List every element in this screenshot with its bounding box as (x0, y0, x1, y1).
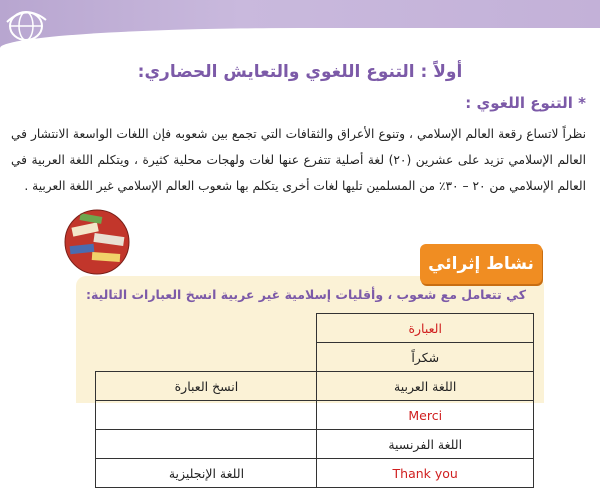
table-cell-phrase: Merci (317, 401, 534, 430)
page-title: أولاً : التنوع اللغوي والتعايش الحضاري: (137, 62, 463, 82)
table-cell-copy[interactable] (96, 401, 317, 430)
table-cell-language: اللغة الإنجليزية (96, 459, 317, 488)
table-header-arabic: اللغة العربية (317, 372, 534, 401)
languages-globe-image (62, 207, 132, 277)
table-row (88, 430, 534, 459)
table-cell-phrase: Thank you (317, 459, 534, 488)
table-cell-copy[interactable] (96, 430, 317, 459)
activity-badge: نشاط إثرائي (420, 244, 542, 284)
table-cell-phrase: شكراً (317, 343, 534, 372)
body-paragraph: نظراً لاتساع رقعة العالم الإسلامي ، وتنوع الأعراق والثقافات التي تجمع بين شعوبه فإن اللغات الواسعة الانتشار في العالم الإسلامي تزيد على عشرين (٢٠) لغة أصلية تتفرع عنها لغات ولهجات محلية كثيرة ، ويتكلم اللغة العربية في العالم الإسلامي من ٢٠ – ٣٠٪ من المسلمين تليها لغات أخرى يتكلم بها شعوب العالم الإسلامي غير اللغة العربية . (11, 127, 586, 193)
header-band (0, 0, 600, 48)
table-row (88, 314, 534, 343)
phrases-table (87, 313, 534, 488)
table-row (88, 372, 534, 401)
section-heading: * التنوع اللغوي : (465, 94, 586, 112)
header-wave (0, 28, 600, 50)
table-row (88, 401, 534, 430)
table-row (88, 343, 534, 372)
table-header-copy: انسخ العبارة (96, 372, 317, 401)
activity-instructions: كي تتعامل مع شعوب ، وأقليات إسلامية غير عربية انسخ العبارات التالية: (85, 287, 526, 302)
table-header-phrase: العبارة (317, 314, 534, 343)
table-row (88, 459, 534, 488)
table-cell-language: اللغة الفرنسية (317, 430, 534, 459)
